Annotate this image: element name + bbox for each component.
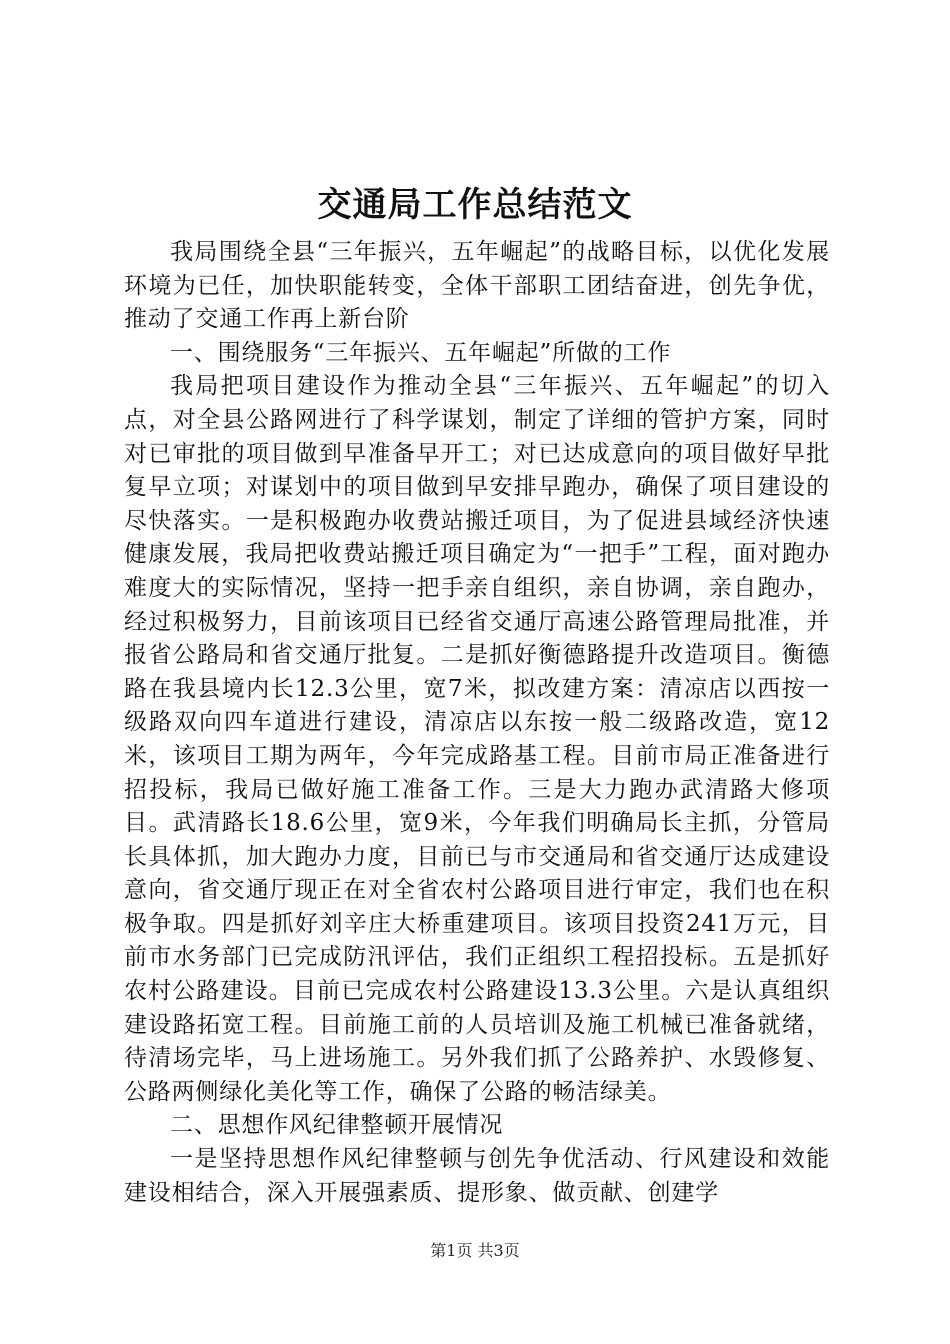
document-title: 交通局工作总结范文 (317, 185, 633, 225)
section-heading-2: 二、思想作风纪律整顿开展情况 (170, 1112, 504, 1139)
document-body (124, 236, 830, 1210)
page-footer: 第1页 共3页 (430, 1241, 520, 1260)
section-2-paragraph: 一是坚持思想作风纪律整顿与创先争优活动、行风建设和效能建设相结合，深入开展强素质、提形象、做贡献、创建学 (124, 1146, 830, 1206)
intro-paragraph: 我局围绕全县“三年振兴，五年崛起”的战略目标，以优化发展环境为已任，加快职能转变，全体干部职工团结奋进，创先争优，推动了交通工作再上新台阶 (124, 239, 830, 333)
section-heading-1: 一、围绕服务“三年振兴、五年崛起”所做的工作 (170, 339, 672, 366)
section-1-paragraph: 我局把项目建设作为推动全县“三年振兴、五年崛起”的切入点，对全县公路网进行了科学谋划，制定了详细的管护方案，同时对已审批的项目做到早准备早开工；对已达成意向的项目做好早批复早立项；对谋划中的项目做到早安排早跑办，确保了项目建设的尽快落实。一是积极跑办收费站搬迁项目，为了促进县域经济快速健康发展，我局把收费站搬迁项目确定为“一把手”工程，面对跑办难度大的实际情况，坚持一把手亲自组织，亲自协调，亲自跑办，经过积极努力，目前该项目已经省交通厅高速公路管理局批准，并报省公路局和省交通厅批复。二是抓好衡德路提升改造项目。衡德路在我县境内长12.3公里，宽7米，拟改建方案：清凉店以西按一级路双向四车道进行建设，清凉店以东按一般二级路改造，宽12米，该项目工期为两年，今年完成路基工程。目前市局正准备进行招投标，我局已做好施工准备工作。三是大力跑办武清路大修项目。武清路长18.6公里，宽9米，今年我们明确局长主抓，分管局长具体抓，加大跑办力度，目前已与市交通局和省交通厅达成建设意向，省交通厅现正在对全省农村公路项目进行审定，我们也在积极争取。四是抓好刘辛庄大桥重建项目。该项目投资241万元，目前市水务部门已完成防汛评估，我们正组织工程招投标。五是抓好农村公路建设。目前已完成农村公路建设13.3公里。六是认真组织建设路拓宽工程。目前施工前的人员培训及施工机械已准备就绪，待清场完毕，马上进场施工。另外我们抓了公路养护、水毁修复、公路两侧绿化美化等工作，确保了公路的畅洁绿美。 (124, 373, 830, 1105)
